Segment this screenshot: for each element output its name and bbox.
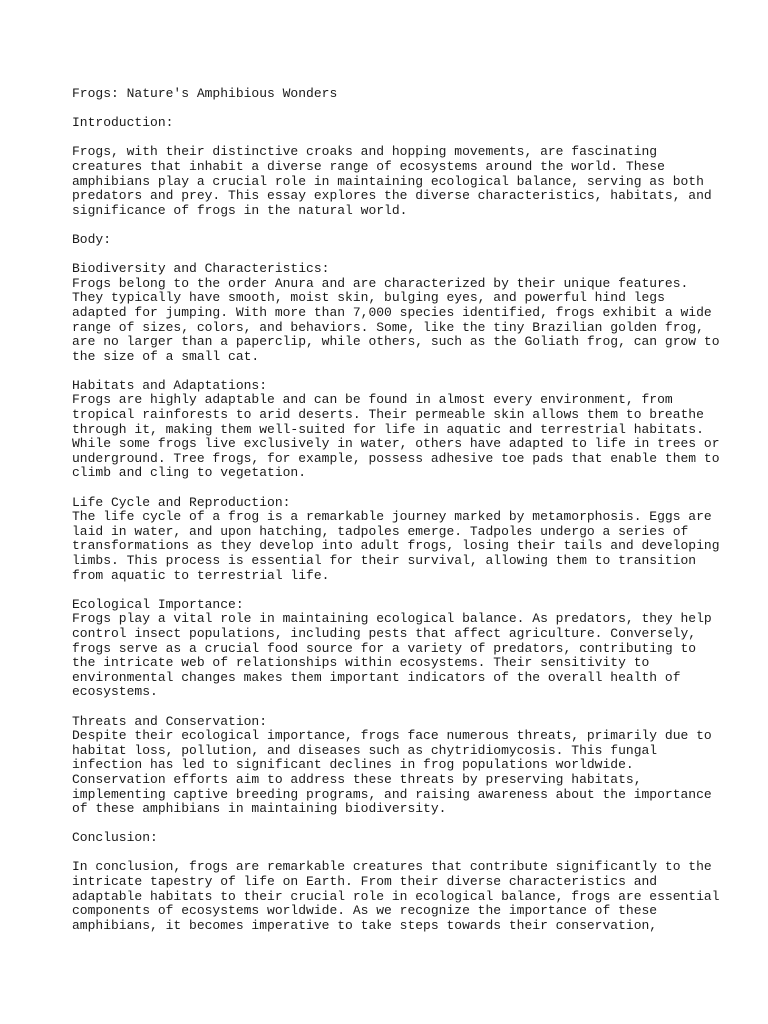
section-paragraph: Frogs play a vital role in maintaining ecological balance. As predators, they help control insect populations, including pests that affect agriculture. Conversely, frogs serve as a crucial food source for a variety of predators, contributing to the intricate web of relationships within ecosystems. Their sensitivity to environmental changes makes them important indicators of the overall health of ecosystems. [72,611,712,700]
section-paragraph: The life cycle of a frog is a remarkable journey marked by metamorphosis. Eggs are laid in water, and upon hatching, tadpoles emerge. Tadpoles undergo a series of transformations as they develop into adult frogs, losing their tails and developing limbs. This process is essential for their survival, allowing them to transition from aquatic to terrestrial life. [72,509,720,583]
section-paragraph: Despite their ecological importance, frogs face numerous threats, primarily due to habitat loss, pollution, and diseases such as chytridiomycosis. This fungal infection has led to significant declines in frog populations worldwide. Conservation efforts aim to address these threats by preserving habitats, implementing captive breeding programs, and raising awareness about the importance of these amphibians in maintaining biodiversity. [72,728,712,817]
section-heading: Habitats and Adaptations: [72,377,268,393]
conclusion-heading: Conclusion: [72,830,158,846]
section-heading: Life Cycle and Reproduction: [72,494,291,510]
conclusion-paragraph: In conclusion, frogs are remarkable creatures that contribute significantly to the intricate tapestry of life on Earth. From their diverse characteristics and adaptable habitats to their crucial role in ecological balance, frogs are essential components of ecosystems worldwide. As we recognize the importance of these amphibians, it becomes imperative to take steps towards their conservation, [72,859,720,933]
section-biodiversity [72,262,732,364]
section-heading: Threats and Conservation: [72,713,268,729]
section-paragraph: Frogs are highly adaptable and can be found in almost every environment, from tropical rainforests to arid deserts. Their permeable skin allows them to breathe through it, making them well-suited for life in aquatic and terrestrial habitats. While some frogs live exclusively in water, others have adapted to life in trees or underground. Tree frogs, for example, possess adhesive toe pads that enable them to climb and cling to vegetation. [72,392,720,481]
section-threats [72,715,732,817]
section-heading: Biodiversity and Characteristics: [72,261,330,277]
document-page [72,87,732,948]
intro-paragraph: Frogs, with their distinctive croaks and hopping movements, are fascinating creatures that inhabit a diverse range of ecosystems around the world. These amphibians play a crucial role in maintaining ecological balance, serving as both predators and prey. This essay explores the diverse characteristics, habitats, and significance of frogs in the natural world. [72,144,712,218]
body-heading: Body: [72,231,112,247]
section-ecological-importance [72,598,732,700]
section-life-cycle [72,496,732,584]
section-habitats [72,379,732,481]
document-title: Frogs: Nature's Amphibious Wonders [72,86,338,101]
section-paragraph: Frogs belong to the order Anura and are characterized by their unique features. They typically have smooth, moist skin, bulging eyes, and powerful hind legs adapted for jumping. With more than 7,000 species identified, frogs exhibit a wide range of sizes, colors, and behaviors. Some, like the tiny Brazilian golden frog, are no larger than a paperclip, while others, such as the Goliath frog, can grow to the size of a small cat. [72,275,720,364]
intro-heading: Introduction: [72,115,174,131]
section-heading: Ecological Importance: [72,596,244,612]
